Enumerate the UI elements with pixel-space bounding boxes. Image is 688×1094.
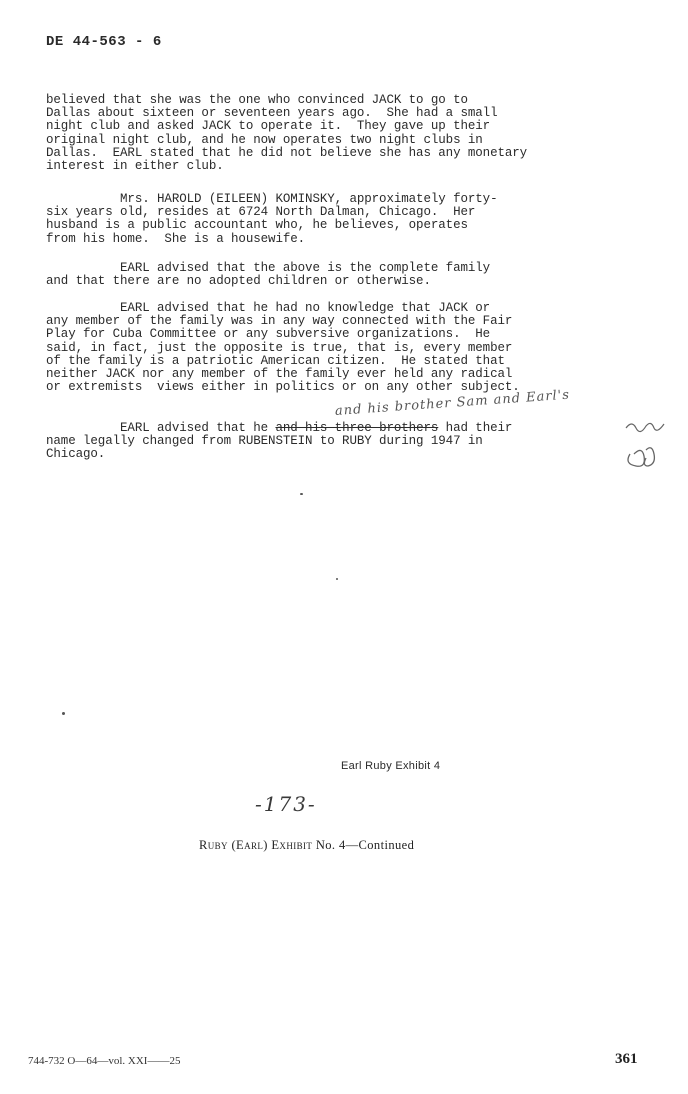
- paragraph-3: EARL advised that the above is the complete family and that there are no adopted children or otherwise.: [46, 261, 491, 289]
- caption-number: No. 4—Continued: [315, 838, 415, 852]
- caption-exhibit: Exhibit: [271, 838, 313, 852]
- caption-ruby: Ruby: [199, 838, 228, 852]
- paragraph-2: Mrs. HAROLD (EILEEN) KOMINSKY, approximately forty- six years old, resides at 6724 North Dalman, Chicago. Her husband is a public accountant who, he believes, operates from his home. She is a housewife.: [46, 192, 498, 246]
- paper-speck: [300, 493, 303, 495]
- exhibit-caption: [199, 838, 414, 853]
- paper-speck: [62, 712, 65, 715]
- handwritten-page-mark: -173-: [255, 792, 317, 816]
- paragraph-1: believed that she was the one who convinced JACK to go to Dallas about sixteen or seventeen years ago. She had a small night club and asked JACK to operate it. They gave up their original night club, and he now operates two night clubs in Dallas. EARL stated that he did not believe she has any monetary interest in either club.: [46, 93, 528, 174]
- print-code: 744-732 O—64—vol. XXI——25: [28, 1055, 181, 1067]
- struck-text: and his three brothers: [275, 421, 439, 435]
- margin-initials-mark: [622, 414, 672, 474]
- page-number: 361: [615, 1051, 638, 1067]
- paper-speck: [336, 578, 338, 580]
- file-number: DE 44-563 - 6: [46, 34, 162, 50]
- handwritten-insertion: and his brother Sam and Earl's: [334, 387, 571, 419]
- paragraph-5-text-start: EARL advised that he: [46, 421, 276, 435]
- paragraph-5: [46, 422, 646, 462]
- caption-earl: (Earl): [231, 838, 268, 852]
- paragraph-4: EARL advised that he had no knowledge that JACK or any member of the family was in any way connected with the Fair Play for Cuba Committee or any subversive organizations. He said, in fact, just the opposite is true, that is, every member of the family is a patriotic American citizen. He stated that neither JACK nor any member of the family ever held any radical or extremists views either in politics or on any other subject.: [46, 301, 520, 395]
- exhibit-label: Earl Ruby Exhibit 4: [341, 760, 441, 772]
- paragraph-5-text-end: had their name legally changed from RUBENSTEIN to RUBY during 1947 in Chicago.: [46, 421, 513, 462]
